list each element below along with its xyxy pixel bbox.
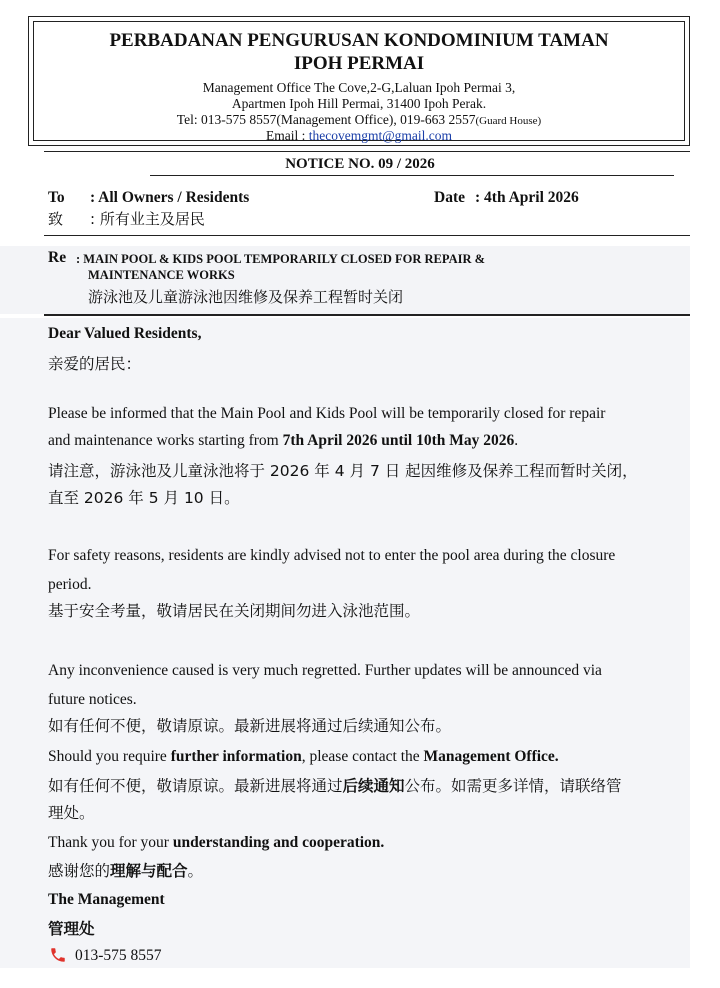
subject-line1: : MAIN POOL & KIDS POOL TEMPORARILY CLOSED FOR REPAIR & <box>76 252 486 266</box>
greeting-chinese: 亲爱的居民： <box>48 355 142 373</box>
paragraph3-line1: Any inconvenience caused is very much regretted. Further updates will be announced via <box>48 662 602 679</box>
subject-line2: MAINTENANCE WORKS <box>88 268 235 282</box>
thank-you-chinese-text-b: 。 <box>187 862 204 880</box>
paragraph3-chinese: 如有任何不便，敬请原谅。最新进展将通过后续通知公布。 <box>48 717 452 735</box>
telephone-numbers: Tel: 013-575 8557(Management Office), 019-663 2557 <box>176 112 476 127</box>
thank-you-chinese <box>48 859 203 881</box>
rule-above-re <box>44 235 690 236</box>
to-value-chinese: : 所有业主及居民 <box>90 210 205 228</box>
paragraph2-line1: For safety reasons, residents are kindly advised not to enter the pool area during the closure <box>48 547 616 564</box>
paragraph1-line1: Please be informed that the Main Pool and Kids Pool will be temporarily closed for repair <box>48 405 606 422</box>
thank-you-line <box>48 834 384 852</box>
phone-number[interactable]: 013-575 8557 <box>75 947 162 964</box>
greeting: Dear Valued Residents, <box>48 325 202 342</box>
email-link[interactable]: thecovemgmt@gmail.com <box>308 128 453 143</box>
rule-under-letterhead <box>44 151 690 152</box>
paragraph4-chinese-line1 <box>48 774 622 796</box>
association-name-line2: IPOH PERMAI <box>293 53 425 74</box>
email-line <box>29 127 689 144</box>
paragraph2-chinese: 基于安全考量，敬请居民在关闭期间勿进入泳池范围。 <box>48 602 421 620</box>
paragraph1-line2-text: and maintenance works starting from <box>48 432 283 449</box>
thank-you-chinese-text-a: 感谢您的 <box>48 862 111 880</box>
sign-off-chinese: 管理处 <box>48 920 95 938</box>
re-label: Re <box>48 249 67 266</box>
date-label: Date <box>434 189 465 206</box>
address-line2: Apartmen Ipoh Hill Permai, 31400 Ipoh Perak. <box>231 96 487 111</box>
letterhead-box <box>28 16 690 146</box>
subject-chinese: 游泳池及儿童游泳池因维修及保养工程暂时关闭 <box>88 288 404 306</box>
paragraph4-text-a: Should you require <box>48 748 171 765</box>
paragraph3-line2: future notices. <box>48 691 137 708</box>
association-name-line1: PERBADANAN PENGURUSAN KONDOMINIUM TAMAN <box>109 30 609 51</box>
paragraph4-chinese-bold: 后续通知 <box>342 777 405 795</box>
thank-you-bold: understanding and cooperation. <box>172 834 385 851</box>
guard-house-label: (Guard House) <box>475 115 542 127</box>
paragraph4 <box>48 748 559 766</box>
to-label-chinese: 致 <box>48 210 64 228</box>
paragraph1-line2 <box>48 432 518 450</box>
paragraph4-chinese-text-b: 公布。如需更多详情，请联络管 <box>404 777 622 795</box>
paragraph4-bold-a: further information <box>170 748 302 765</box>
paragraph4-chinese-line2: 理处。 <box>48 804 95 822</box>
to-label: To <box>48 189 65 206</box>
paragraph2-line2: period. <box>48 576 92 593</box>
email-label: Email : <box>265 128 309 143</box>
phone-icon <box>49 946 67 964</box>
paragraph4-chinese-text-a: 如有任何不便，敬请原谅。最新进展将通过 <box>48 777 343 795</box>
thank-you-chinese-bold: 理解与配合 <box>110 862 188 880</box>
rule-under-notice-number <box>150 175 674 176</box>
thank-you-text: Thank you for your <box>48 834 173 851</box>
paragraph1-line2-end: . <box>514 432 519 449</box>
paragraph4-text-b: , please contact the <box>301 748 424 765</box>
date-value: : 4th April 2026 <box>475 189 579 206</box>
paragraph4-bold-b: Management Office. <box>423 748 559 765</box>
to-value: : All Owners / Residents <box>90 189 250 206</box>
notice-number: NOTICE NO. 09 / 2026 <box>285 156 435 172</box>
sign-off: The Management <box>48 891 165 908</box>
paragraph1-chinese-line2: 直至 2026 年 5 月 10 日。 <box>48 489 240 507</box>
rule-under-subject <box>44 314 690 316</box>
closure-period: 7th April 2026 until 10th May 2026 <box>282 432 515 449</box>
address-line1: Management Office The Cove,2-G,Laluan Ipoh Permai 3, <box>202 80 516 95</box>
paragraph1-chinese-line1: 请注意，游泳池及儿童泳池将于 2026 年 4 月 7 日 起因维修及保养工程而暂时关闭， <box>48 462 638 480</box>
